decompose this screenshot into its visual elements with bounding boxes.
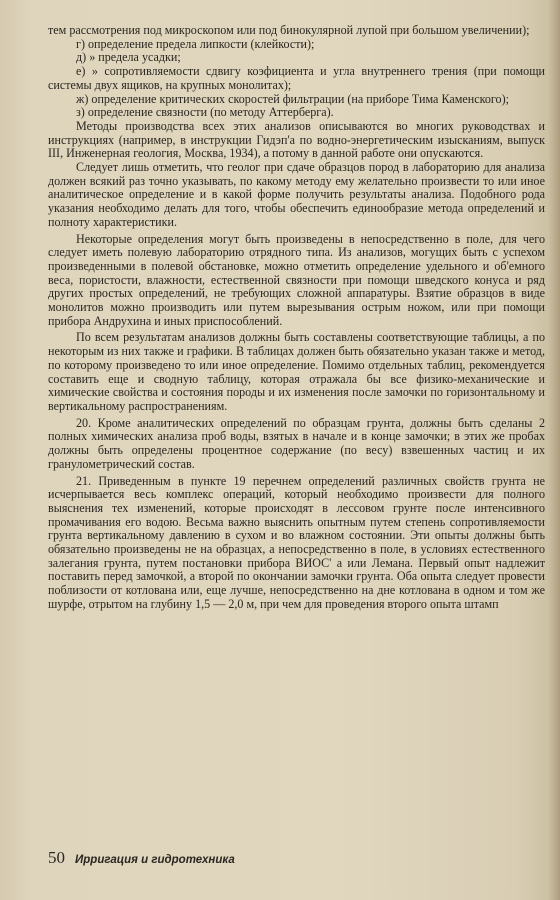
paragraph-section-20: 20. Кроме аналитических определений по образцам грунта, должны быть сделаны 2 полных химических анализа проб воды, взятых в начале и в конце замочки; в этих же пробах должны быть определены процентное содержание (по весу) взвешенных частиц и их гранулометрический состав.: [48, 415, 545, 471]
running-title: Ирригация и гидротехника: [75, 854, 235, 866]
paragraph-tables: По всем результатам анализов должны быть составлены соответствующие таблицы, а по некоторым из них также и графики. В таблицах должен быть обязательно указан также и метод, по которому произведено то или иное определение. Помимо отдельных таблиц, рекомендуется составить еще и сводную таблицу, которая отражала бы все физико-механические и химические свойства и состояния породы и их изменения после замочки по горизонтальному и вертикальному распространениям.: [48, 330, 545, 413]
list-item-z: з) определение связности (по методу Аттерберга).: [76, 105, 334, 120]
paragraph-field-lab: Некоторые определения могут быть произведены в непосредственно в поле, для чего следует иметь полевую лабораторию отрядного типа. Из анализов, могущих быть с успехом произведенными в полевой обстановке, можно отметить определение удельного и об'емного веса, пористости, влажности, естественной связности при помощи шведского конуса и ряд других простых определений, не требующих сложной аппаратуры. Взятие образцов в виде монолитов можно производить или путем вырезывания острым ножом, или при помощи прибора Андрухина и иных приспособлений.: [48, 231, 545, 328]
list-item-e: е) » сопротивляемости сдвигу коэфициента и угла внутреннего трения (при помощи системы двух ящиков, на крупных монолитах);: [48, 64, 545, 92]
page-number: 50: [48, 848, 65, 867]
list-item-d: д) » предела усадки;: [76, 50, 181, 65]
body-text: [48, 24, 545, 612]
paragraph-methods: Методы производства всех этих анализов описываются во многих руководствах и инструкциях (например, в инструкции Гидэп'а по водно-энергетическим изысканиям, выпуск III, Инженерная геология, Москва, 1934), а потому в данной работе они опускаются.: [48, 118, 545, 161]
paragraph-continuation: тем рассмотрения под микроскопом или под бинокулярной лупой при большом увеличении);: [48, 23, 530, 37]
list-item-g: г) определение предела липкости (клейкости);: [76, 36, 315, 51]
binding-shadow: [548, 0, 560, 900]
page-footer: [48, 848, 545, 868]
paragraph-section-21: 21. Приведенным в пункте 19 перечнем определений различных свойств грунта не исчерпывается весь комплекс операций, который необходимо произвести для полного выяснения тех изменений, которые происходят в лессовом грунте после интенсивного промачивания его водою. Весьма важно выяснить опытным путем степень сопротивляемости грунта вертикальному давлению в сухом и во влажном состоянии. Эти опыты должны быть обязательно произведены не на образцах, а непосредственно в поле, в условиях естественного залегания грунта, путем постановки прибора ВИОС' а или Лемана. Первый опыт надлежит поставить перед замочкой, а второй по окончании замочки грунта. Оба опыта следует провести поблизости от котлована или, еще лучше, непосредственно на дне котлована в одном и том же шурфе, отрытом на глубину 1,5 — 2,0 м, при чем для проведения второго опыта штамп: [48, 473, 545, 611]
list-item-zh: ж) определение критических скоростей фильтрации (на приборе Тима Каменского);: [76, 91, 509, 106]
paragraph-geologist: Следует лишь отметить, что геолог при сдаче образцов пород в лабораторию для анализа должен всякий раз точно указывать, по какому методу ему желательно произвести то или иное аналитическое определение и в какой форме получить результаты анализа. Подобного рода указания необходимо делать для того, чтобы обеспечить единообразие метода определений и полноту характеристики.: [48, 160, 545, 229]
